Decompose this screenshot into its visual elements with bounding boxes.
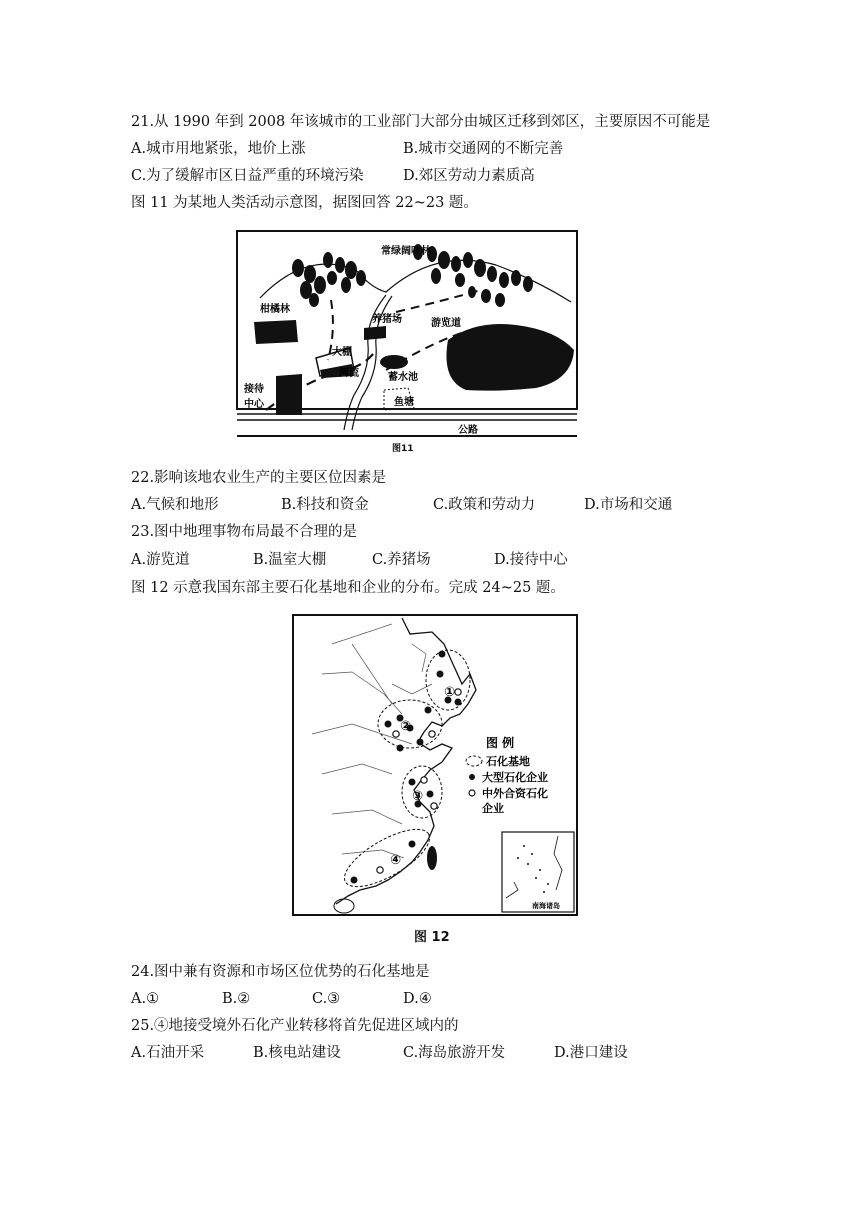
label-road: 公路 xyxy=(458,425,478,436)
question-25-option-c[interactable]: C.海岛旅游开发 xyxy=(403,1045,506,1061)
inset-label: 南海诸岛 xyxy=(532,902,560,910)
label-reservoir: 蓄水池 xyxy=(388,372,418,383)
legend-title: 图 例 xyxy=(486,736,515,750)
label-reception-2: 中心 xyxy=(244,399,264,410)
label-reception-1: 接待 xyxy=(244,384,264,395)
question-21-option-a[interactable]: A.城市用地紧张，地价上涨 xyxy=(131,141,306,157)
question-24-stem: 24.图中兼有资源和市场区位优势的石化基地是 xyxy=(131,964,430,980)
question-23-option-a[interactable]: A.游览道 xyxy=(131,552,190,568)
question-23-option-c[interactable]: C.养猪场 xyxy=(372,552,431,568)
legend-jv-2: 企业 xyxy=(482,802,504,815)
base-marker-3: ③ xyxy=(412,789,424,804)
legend-large-symbol xyxy=(469,774,475,780)
base-marker-2: ② xyxy=(400,719,412,734)
question-24-option-d[interactable]: D.④ xyxy=(403,991,432,1007)
label-orange: 柑橘林 xyxy=(260,304,290,315)
question-22-option-d[interactable]: D.市场和交通 xyxy=(584,497,673,513)
question-22-option-b[interactable]: B.科技和资金 xyxy=(281,497,369,513)
question-23-option-b[interactable]: B.温室大棚 xyxy=(253,552,327,568)
base-marker-1: ① xyxy=(444,685,456,700)
label-pig: 养猪场 xyxy=(372,314,402,325)
question-21-option-b[interactable]: B.城市交通网的不断完善 xyxy=(403,141,564,157)
question-24-option-a[interactable]: A.① xyxy=(131,991,160,1007)
question-23-stem: 23.图中地理事物布局最不合理的是 xyxy=(131,524,358,540)
legend-base: 石化基地 xyxy=(486,755,530,768)
label-river: 河流 xyxy=(339,368,359,379)
question-21-option-d[interactable]: D.郊区劳动力素质高 xyxy=(403,168,535,184)
label-forest: 常绿阔叶林 xyxy=(381,246,431,257)
figure-12-map xyxy=(292,614,578,916)
label-greenhouse: 大棚 xyxy=(332,347,352,358)
label-trail: 游览道 xyxy=(431,318,461,329)
question-23-option-d[interactable]: D.接待中心 xyxy=(494,552,568,568)
question-21-stem: 21.从 1990 年到 2008 年该城市的工业部门大部分由城区迁移到郊区，主要原因不可能是 xyxy=(131,114,711,130)
question-25-option-a[interactable]: A.石油开采 xyxy=(131,1045,205,1061)
legend-jv-symbol xyxy=(469,790,475,796)
question-22-option-a[interactable]: A.气候和地形 xyxy=(131,497,219,513)
legend-jv-1: 中外合资石化 xyxy=(482,787,548,800)
base-marker-4: ④ xyxy=(390,853,402,868)
question-22-option-c[interactable]: C.政策和劳动力 xyxy=(433,497,536,513)
figure-11-map xyxy=(236,230,578,440)
question-25-stem: 25.④地接受境外石化产业转移将首先促进区域内的 xyxy=(131,1018,459,1034)
figure-12-intro: 图 12 示意我国东部主要石化基地和企业的分布。完成 24~25 题。 xyxy=(131,580,565,596)
figure-11-caption: 图11 xyxy=(392,444,414,454)
legend-large: 大型石化企业 xyxy=(482,771,548,784)
figure-12-caption: 图 12 xyxy=(414,930,450,945)
question-21-option-c[interactable]: C.为了缓解市区日益严重的环境污染 xyxy=(131,168,364,184)
question-25-option-b[interactable]: B.核电站建设 xyxy=(253,1045,341,1061)
question-22-stem: 22.影响该地农业生产的主要区位因素是 xyxy=(131,470,387,486)
figure-11-intro: 图 11 为某地人类活动示意图，据图回答 22~23 题。 xyxy=(131,195,478,211)
question-24-option-c[interactable]: C.③ xyxy=(312,991,341,1007)
question-24-option-b[interactable]: B.② xyxy=(222,991,251,1007)
label-fishpond: 鱼塘 xyxy=(394,397,414,408)
question-25-option-d[interactable]: D.港口建设 xyxy=(554,1045,628,1061)
